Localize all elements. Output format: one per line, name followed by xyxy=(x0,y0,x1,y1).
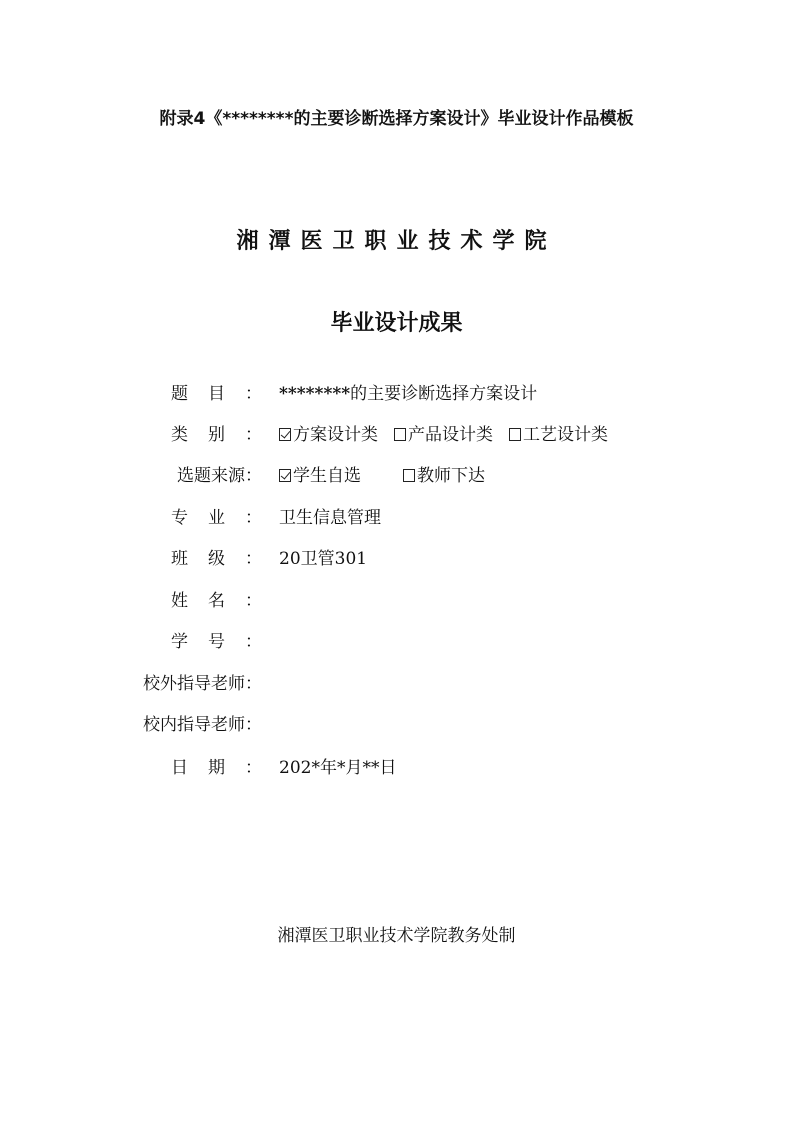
field-date-label: 日期： xyxy=(171,758,282,778)
school-name: 湘潭医卫职业技术学院 xyxy=(236,229,557,254)
field-external-advisor-label: 校外指导老师： xyxy=(143,674,262,694)
field-major-label: 专业： xyxy=(171,508,282,528)
field-source-label: 选题来源： xyxy=(177,466,262,486)
field-student-id xyxy=(0,628,793,656)
topic-placeholder-stars: ******** xyxy=(279,384,351,404)
source-option-teacher[interactable]: 教师下达 xyxy=(403,462,485,490)
field-major xyxy=(0,504,793,532)
field-topic-value xyxy=(279,380,537,408)
field-name-label: 姓名： xyxy=(171,591,282,611)
checked-box-icon[interactable] xyxy=(279,469,291,482)
field-category-label: 类别： xyxy=(171,425,282,445)
field-source xyxy=(0,462,793,490)
field-date-value: 202*年*月**日 xyxy=(279,758,397,778)
footer-issuer: 湘潭医卫职业技术学院教务处制 xyxy=(277,926,516,946)
field-internal-advisor-label: 校内指导老师： xyxy=(143,715,262,735)
empty-box-icon[interactable] xyxy=(403,469,415,482)
field-class-value: 20卫管301 xyxy=(279,549,368,569)
field-category xyxy=(0,421,793,449)
empty-box-icon[interactable] xyxy=(509,428,521,441)
field-external-advisor xyxy=(0,670,793,698)
field-topic-label: 题目： xyxy=(171,384,282,404)
field-class xyxy=(0,545,793,573)
checked-box-icon[interactable] xyxy=(279,428,291,441)
field-name xyxy=(0,587,793,615)
field-major-value: 卫生信息管理 xyxy=(279,508,381,528)
field-student-id-label: 学号： xyxy=(171,632,282,652)
field-class-label: 班级： xyxy=(171,549,282,569)
field-topic xyxy=(0,380,793,408)
field-internal-advisor xyxy=(0,711,793,739)
document-title: 毕业设计成果 xyxy=(330,311,463,336)
appendix-title: 附录4《********的主要诊断选择方案设计》毕业设计作品模板 xyxy=(159,109,634,129)
category-option-product[interactable]: 产品设计类 xyxy=(394,421,493,449)
topic-text: 的主要诊断选择方案设计 xyxy=(350,384,538,404)
source-option-student[interactable]: 学生自选 xyxy=(279,462,361,490)
category-option-scheme[interactable]: 方案设计类 xyxy=(279,421,378,449)
field-date xyxy=(0,754,793,782)
category-options xyxy=(279,421,624,449)
category-option-process[interactable]: 工艺设计类 xyxy=(509,421,608,449)
source-options xyxy=(279,462,501,490)
empty-box-icon[interactable] xyxy=(394,428,406,441)
